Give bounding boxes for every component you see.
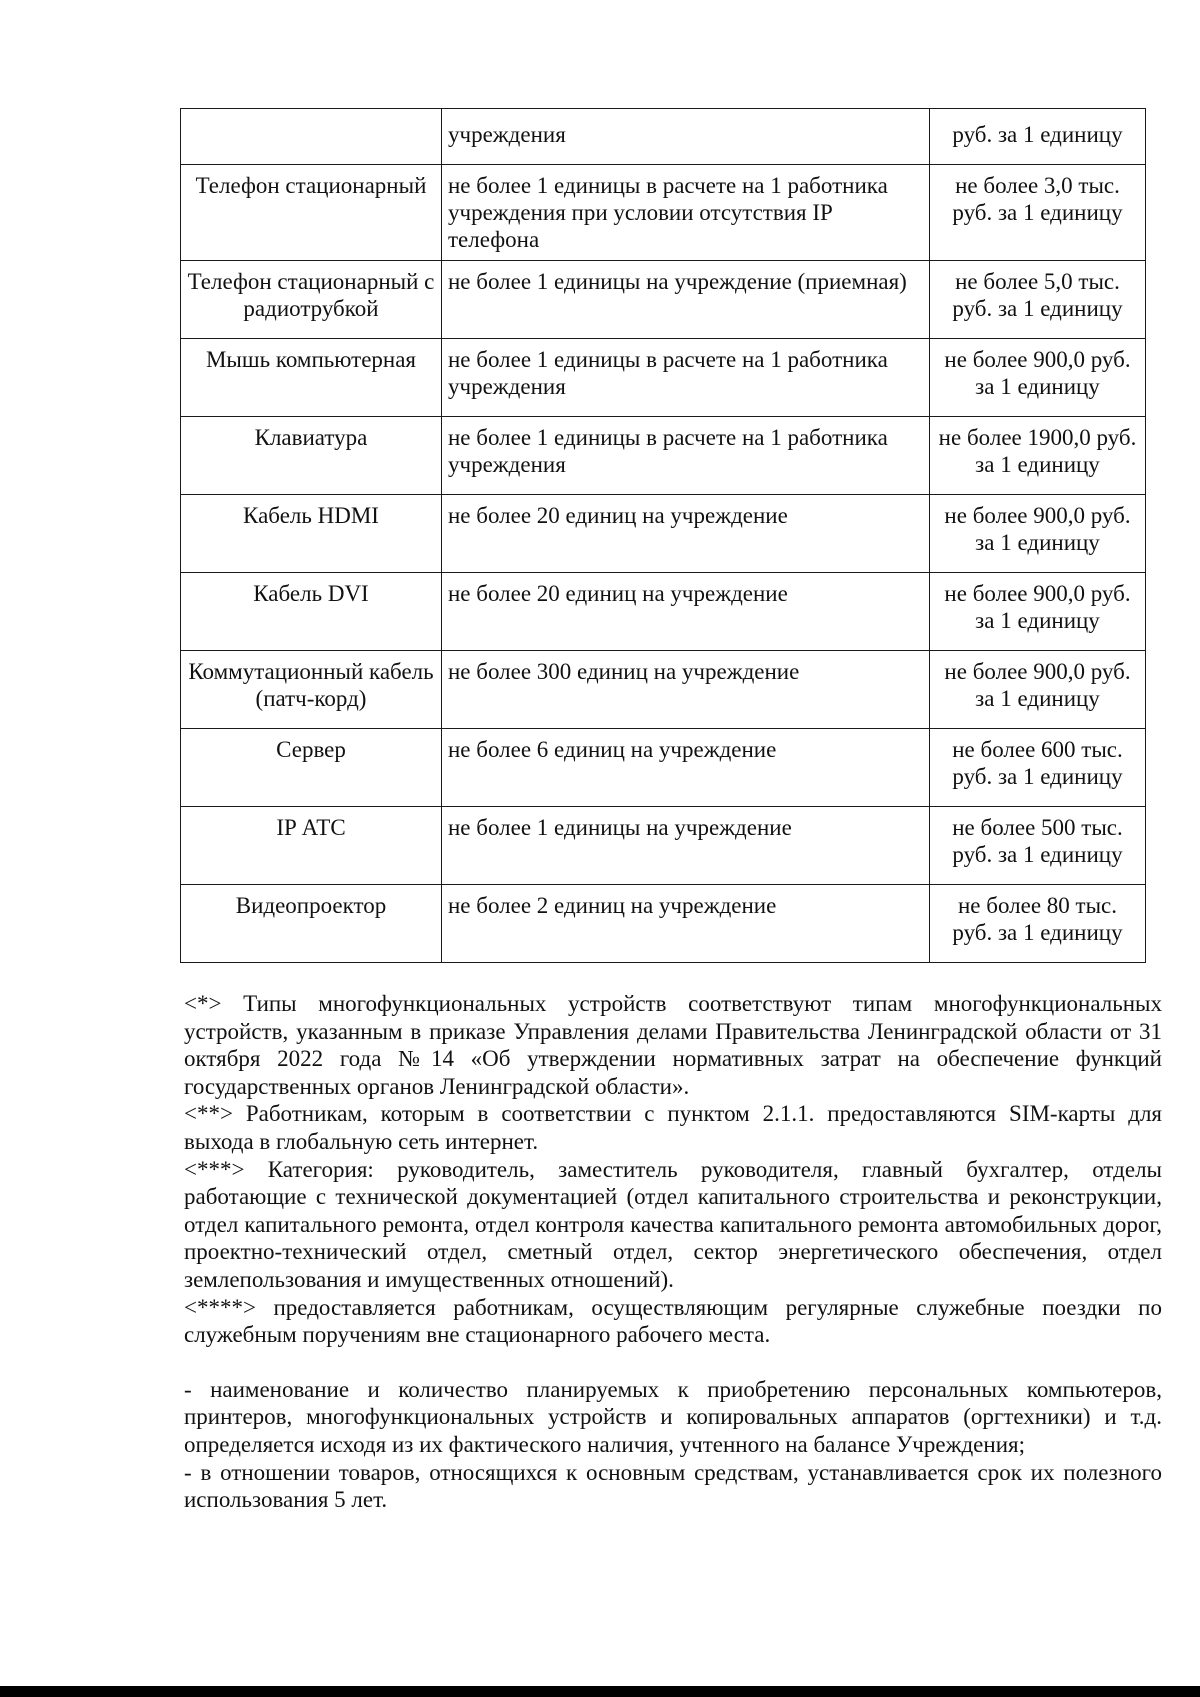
table-row — [181, 339, 1146, 417]
footnote-2: <**> Работникам, которым в соответствии с пунктом 2.1.1. предоставляются SIM-карты для выхода в глобальную сеть интернет. — [184, 1101, 1162, 1154]
scan-bottom-edge — [0, 1686, 1200, 1697]
paragraph-equipment-quantity: - наименование и количество планируемых к приобретению персональных компьютеров, принтеров, многофункциональных устройств и копировальных аппаратов (оргтехники) и т.д. определяется исходя из их фактического наличия, учтенного на балансе Учреждения; — [184, 1376, 1162, 1457]
table-row — [181, 807, 1146, 885]
price-norm-cell: не более 80 тыс. руб. за 1 единицу — [930, 885, 1146, 963]
quantity-norm-cell: не более 1 единицы на учреждение — [442, 807, 930, 885]
quantity-norm-cell: не более 1 единицы в расчете на 1 работника учреждения — [442, 417, 930, 495]
table-row — [181, 651, 1146, 729]
item-name-cell: IP АТС — [181, 807, 442, 885]
footnote-3: <***> Категория: руководитель, заместитель руководителя, главный бухгалтер, отделы работающие с технической документацией (отдел капитального строительства и реконструкции, отдел капитального ремонта, отдел контроля качества капитального ремонта автомобильных дорог, проектно-технический отдел, сметный отдел, сектор энергетического обеспечения, отдел землепользования и имущественных отношений). — [184, 1156, 1162, 1292]
item-name-cell: Сервер — [181, 729, 442, 807]
footnotes-section — [184, 990, 1162, 1514]
price-norm-cell: не более 3,0 тыс. руб. за 1 единицу — [930, 165, 1146, 261]
footnote-1: <*> Типы многофункциональных устройств соответствуют типам многофункциональных устройств, указанным в приказе Управления делами Правительства Ленинградской области от 31 октября 2022 года №14 «Об утверждении нормативных затрат на обеспечение функций государственных органов Ленинградской области». — [184, 991, 1162, 1099]
table-row — [181, 729, 1146, 807]
paragraph-useful-life: - в отношении товаров, относящихся к основным средствам, устанавливается срок их полезного использования 5 лет. — [184, 1459, 1162, 1513]
price-norm-cell: не более 500 тыс. руб. за 1 единицу — [930, 807, 1146, 885]
table-row — [181, 165, 1146, 261]
item-name-cell: Клавиатура — [181, 417, 442, 495]
item-name-cell — [181, 109, 442, 165]
quantity-norm-cell: не более 300 единиц на учреждение — [442, 651, 930, 729]
table-row — [181, 885, 1146, 963]
quantity-norm-cell: учреждения — [442, 109, 930, 165]
price-norm-cell: руб. за 1 единицу — [930, 109, 1146, 165]
price-norm-cell: не более 900,0 руб. за 1 единицу — [930, 339, 1146, 417]
item-name-cell: Телефон стационарный с радиотрубкой — [181, 261, 442, 339]
quantity-norm-cell: не более 20 единиц на учреждение — [442, 495, 930, 573]
quantity-norm-cell: не более 2 единиц на учреждение — [442, 885, 930, 963]
quantity-norm-cell: не более 1 единицы в расчете на 1 работника учреждения — [442, 339, 930, 417]
quantity-norm-cell: не более 6 единиц на учреждение — [442, 729, 930, 807]
item-name-cell: Кабель HDMI — [181, 495, 442, 573]
item-name-cell: Телефон стационарный — [181, 165, 442, 261]
quantity-norm-cell: не более 20 единиц на учреждение — [442, 573, 930, 651]
footnote-4: <****> предоставляется работникам, осуществляющим регулярные служебные поездки по служебным поручениям вне стационарного рабочего места. — [184, 1294, 1162, 1348]
item-name-cell: Коммутационный кабель (патч-корд) — [181, 651, 442, 729]
price-norm-cell: не более 1900,0 руб. за 1 единицу — [930, 417, 1146, 495]
price-norm-cell: не более 600 тыс. руб. за 1 единицу — [930, 729, 1146, 807]
table-row — [181, 261, 1146, 339]
item-name-cell: Видеопроектор — [181, 885, 442, 963]
table-row — [181, 573, 1146, 651]
table-row — [181, 109, 1146, 165]
price-norm-cell: не более 5,0 тыс. руб. за 1 единицу — [930, 261, 1146, 339]
norms-table — [180, 108, 1146, 963]
quantity-norm-cell: не более 1 единицы в расчете на 1 работника учреждения при условии отсутствия IP телефона — [442, 165, 930, 261]
price-norm-cell: не более 900,0 руб. за 1 единицу — [930, 573, 1146, 651]
price-norm-cell: не более 900,0 руб. за 1 единицу — [930, 651, 1146, 729]
table-row — [181, 417, 1146, 495]
item-name-cell: Мышь компьютерная — [181, 339, 442, 417]
price-norm-cell: не более 900,0 руб. за 1 единицу — [930, 495, 1146, 573]
quantity-norm-cell: не более 1 единицы на учреждение (приемная) — [442, 261, 930, 339]
table-row — [181, 495, 1146, 573]
item-name-cell: Кабель DVI — [181, 573, 442, 651]
